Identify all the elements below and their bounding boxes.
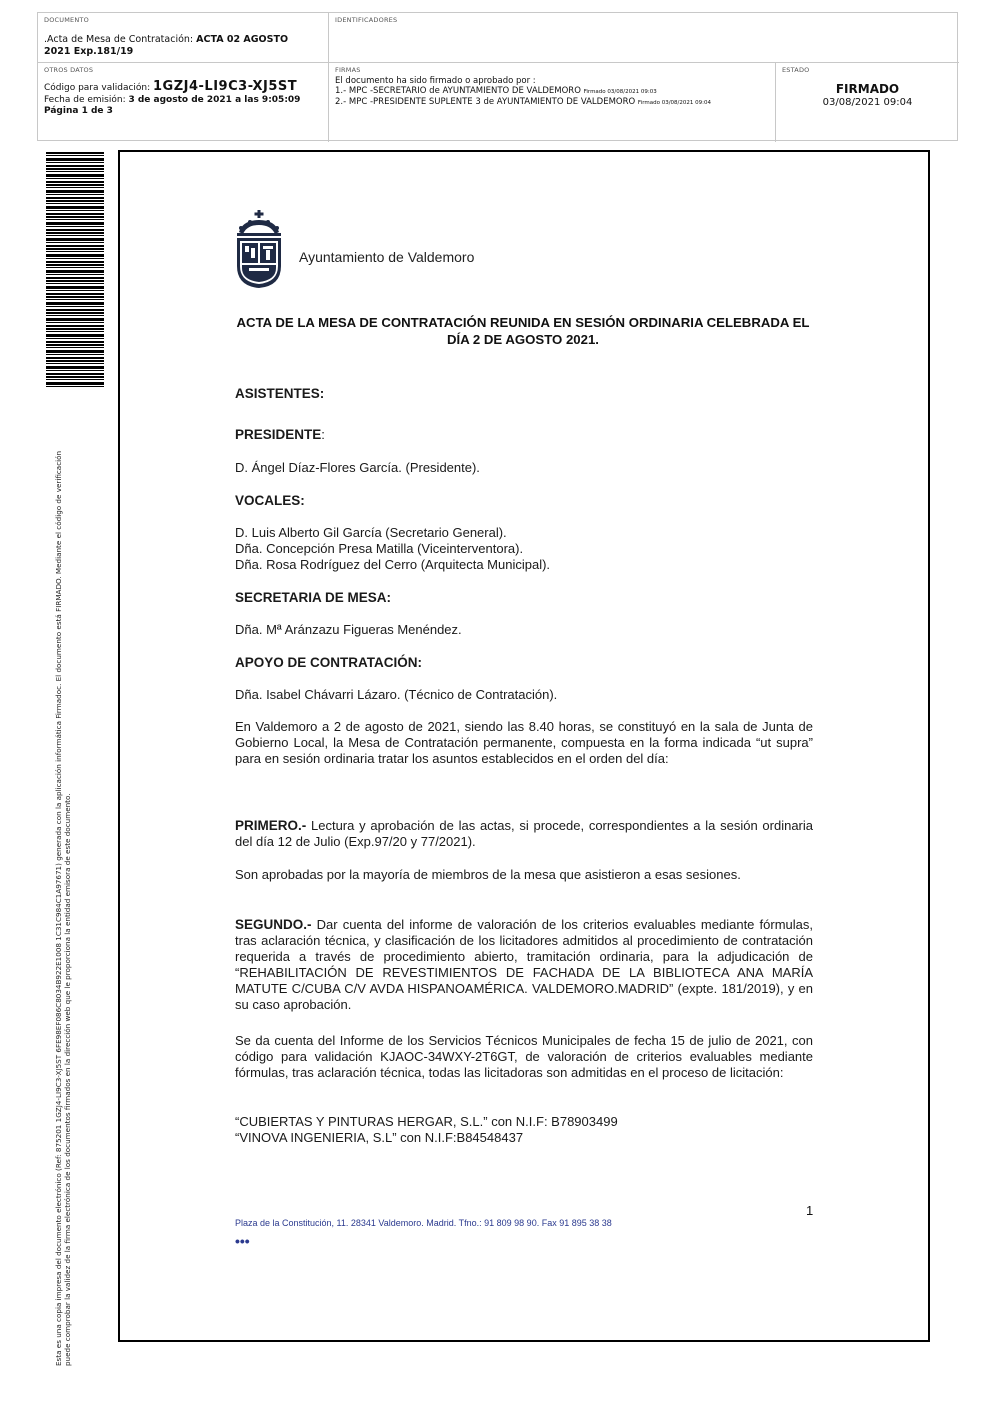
secretaria-name: Dña. Mª Aránzazu Figueras Menéndez. bbox=[235, 622, 462, 637]
document-title: ACTA DE LA MESA DE CONTRATACIÓN REUNIDA EN SESIÓN ORDINARIA CELEBRADA EL DÍA 2 DE AGOSTO 2021. bbox=[236, 315, 810, 347]
firma-2: 2.- MPC -PRESIDENTE SUPLENTE 3 de AYUNTAMIENTO DE VALDEMORO bbox=[335, 97, 636, 107]
footer-address: Plaza de la Constitución, 11. 28341 Valdemoro. Madrid. Tfno.: 91 809 98 90. Fax 91 895 38 38 bbox=[235, 1218, 612, 1228]
apoyo-heading: APOYO DE CONTRATACIÓN: bbox=[235, 655, 422, 670]
firma-1-date: Firmado 03/08/2021 09:03 bbox=[583, 89, 657, 95]
otros-datos bbox=[44, 81, 322, 118]
vocales-heading: VOCALES: bbox=[235, 493, 305, 508]
identificadores-label: IDENTIFICADORES bbox=[335, 16, 398, 24]
segundo-label: SEGUNDO.- bbox=[235, 917, 312, 932]
documento-label: DOCUMENTO bbox=[44, 16, 89, 24]
aprobadas-paragraph: Son aprobadas por la mayoría de miembros de la mesa que asistieron a esas sesiones. bbox=[235, 867, 741, 882]
footer-dots: ••• bbox=[235, 1233, 250, 1249]
licitador-1: “CUBIERTAS Y PINTURAS HERGAR, S.L.” con N.I.F: B78903499 bbox=[235, 1114, 618, 1129]
informe-paragraph: Se da cuenta del Informe de los Servicios Técnicos Municipales de fecha 15 de julio de 2021, con código para validación KJAOC-34WXY-2T6GT, de valoración de criterios evaluables mediante fórmulas, tras aclaración técnica, todas las licitadoras son admitidas en el proceso de licitación: bbox=[235, 1033, 813, 1080]
emission-date: 3 de agosto de 2021 a las 9:05:09 bbox=[128, 94, 301, 105]
segundo-paragraph bbox=[235, 917, 813, 1013]
documento-bold: ACTA 02 AGOSTO bbox=[196, 34, 289, 45]
otros-datos-cell bbox=[38, 63, 329, 142]
licitador-2: “VINOVA INGENIERIA, S.L” con N.I.F:B84548437 bbox=[235, 1130, 524, 1145]
page-count: Página 1 de 3 bbox=[44, 106, 113, 116]
presidente-heading bbox=[235, 427, 813, 443]
verification-side-text bbox=[54, 396, 72, 1366]
side-text-line1: Esta es una copia impresa del documento electrónico (Ref: 875201 1GZJ4-LI9C3-XJ5ST 6FE98EF086C8034B922E1008 1C31C984C1A97671) generada con la aplicación informática Firmadoc. El documento está FIRMADO. Mediante el código de verificación bbox=[54, 450, 63, 1366]
otros-label: OTROS DATOS bbox=[44, 66, 94, 74]
presidente-label: PRESIDENTE bbox=[235, 427, 322, 442]
documento-line2: 2021 Exp.181/19 bbox=[44, 46, 134, 57]
apoyo-name: Dña. Isabel Chávarri Lázaro. (Técnico de Contratación). bbox=[235, 687, 558, 702]
firmas-list bbox=[335, 76, 769, 108]
vocal-3: Dña. Rosa Rodríguez del Cerro (Arquitecta Municipal). bbox=[235, 557, 551, 572]
firma-2-date: Firmado 03/08/2021 09:04 bbox=[637, 100, 711, 106]
page-number: 1 bbox=[806, 1203, 814, 1218]
primero-text: Lectura y aprobación de las actas, si procede, correspondientes a la sesión ordinaria del día 12 de Julio (Exp.97/20 y 77/2021). bbox=[235, 818, 813, 849]
organization-name: Ayuntamiento de Valdemoro bbox=[299, 249, 475, 265]
barcode-icon bbox=[46, 152, 104, 388]
side-text-line2: puede comprobar la validez de la firma electrónica de los documentos firmados en la dirección web que le proporciona la entidad emisora de este documento. bbox=[63, 793, 72, 1366]
coat-of-arms-icon bbox=[233, 210, 285, 290]
validation-code: 1GZJ4-LI9C3-XJ5ST bbox=[153, 79, 298, 94]
segundo-text: Dar cuenta del informe de valoración de los criterios evaluables mediante fórmulas, tras aclaración técnica, y clasificación de los licitadores admitidos al procedimiento de contratación requerida a través de procedimiento abierto, tramitación ordinaria, para la adjudicación de “REHABILITACIÓN DE REVESTIMIENTOS DE FACHADA DE LA BIBLIOTECA ANA MARÍA MATUTE C/CUBA C/V AVDA HISPANOAMÉRICA. VALDEMORO.MADRID” (expte. 181/2019), y en su caso aprobación. bbox=[235, 917, 813, 1012]
identificadores-cell bbox=[329, 13, 959, 63]
firmas-label: FIRMAS bbox=[335, 66, 361, 74]
status-badge: FIRMADO bbox=[835, 82, 900, 96]
vocal-1: D. Luis Alberto Gil García (Secretario General). bbox=[235, 525, 507, 540]
intro-paragraph: En Valdemoro a 2 de agosto de 2021, siendo las 8.40 horas, se constituyó en la sala de Junta de Gobierno Local, la Mesa de Contratación permanente, compuesta en la forma indicada “ut supra” para en sesión ordinaria tratar los asuntos establecidos en el orden del día: bbox=[235, 719, 813, 766]
fecha-prefix: Fecha de emisión: bbox=[44, 94, 129, 105]
estado-label: ESTADO bbox=[782, 66, 810, 74]
primero-label: PRIMERO.- bbox=[235, 818, 307, 833]
documento-cell bbox=[38, 13, 329, 63]
presidente-colon: : bbox=[321, 427, 325, 442]
vocal-2: Dña. Concepción Presa Matilla (Viceinterventora). bbox=[235, 541, 524, 556]
asistentes-heading: ASISTENTES: bbox=[235, 386, 325, 401]
firmas-cell bbox=[329, 63, 776, 142]
status-date: 03/08/2021 09:04 bbox=[822, 97, 913, 108]
signature-header bbox=[37, 12, 958, 141]
documento-title bbox=[44, 34, 322, 58]
secretaria-heading: SECRETARIA DE MESA: bbox=[235, 590, 392, 605]
firma-1: 1.- MPC -SECRETARIO de AYUNTAMIENTO DE VALDEMORO bbox=[335, 86, 581, 96]
documento-prefix: .Acta de Mesa de Contratación: bbox=[44, 34, 197, 45]
estado-cell bbox=[776, 63, 959, 142]
primero-paragraph bbox=[235, 818, 813, 850]
codigo-prefix: Código para validación: bbox=[44, 83, 154, 93]
presidente-name: D. Ángel Díaz-Flores García. (Presidente). bbox=[235, 460, 480, 475]
firmas-intro: El documento ha sido firmado o aprobado por : bbox=[335, 76, 536, 86]
